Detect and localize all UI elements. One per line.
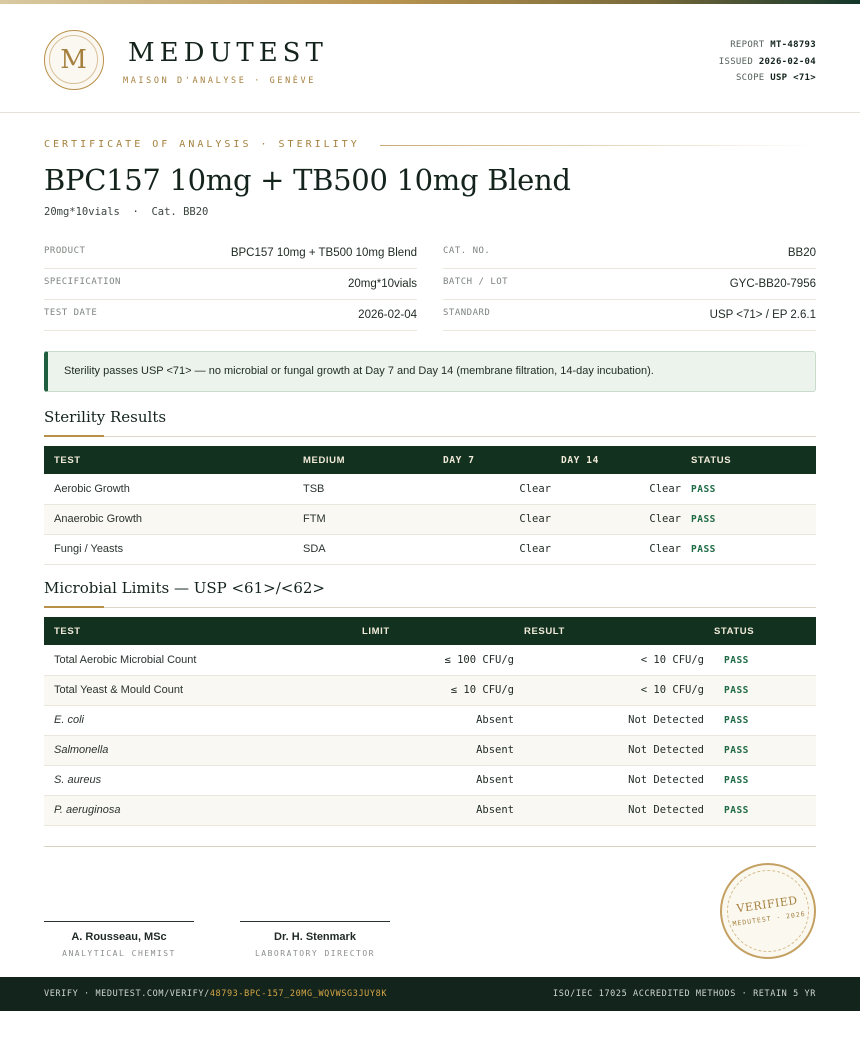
doc-eyebrow: CERTIFICATE OF ANALYSIS · STERILITY: [44, 139, 360, 150]
cell-status: [704, 705, 816, 735]
cell-result: Not Detected: [514, 705, 704, 735]
cell-status: [704, 735, 816, 765]
info-row-specification: [44, 269, 417, 300]
signature-director: [240, 921, 390, 958]
banner-text: Sterility passes USP <71> — no microbial or fungal growth at Day 7 and Day 14 (membrane filtration, 14-day incubation).: [64, 365, 654, 377]
cell-status: [704, 795, 816, 825]
cell-test: P. aeruginosa: [44, 795, 352, 825]
col-header: RESULT: [524, 625, 565, 637]
cell-status: [704, 675, 816, 705]
logo-letter: M: [49, 35, 98, 84]
footer-divider: [44, 846, 816, 847]
table-row: [44, 645, 816, 675]
cell-test: Anaerobic Growth: [44, 504, 293, 534]
info-label: SPECIFICATION: [44, 277, 121, 287]
info-value: BPC157 10mg + TB500 10mg Blend: [230, 247, 417, 259]
info-row-standard: [443, 300, 816, 331]
footer-bar: [0, 977, 860, 1011]
cell-medium: SDA: [293, 534, 433, 564]
cell-limit: ≤ 100 CFU/g: [352, 645, 514, 675]
cell-limit: ≤ 10 CFU/g: [352, 675, 514, 705]
cell-test: S. aureus: [44, 765, 352, 795]
status-badge: PASS: [691, 514, 716, 525]
accreditation-note: ISO/IEC 17025 ACCREDITED METHODS · RETAIN 5 YR: [552, 989, 816, 999]
table-row: [44, 705, 816, 735]
cell-day14: Clear: [551, 474, 681, 504]
signature-line: [44, 921, 194, 922]
sterility-table: [44, 446, 816, 565]
cell-day7: Clear: [433, 534, 551, 564]
meta-report-label: REPORT: [730, 40, 765, 50]
col-header: TEST: [54, 625, 81, 637]
col-header: STATUS: [691, 454, 732, 466]
info-value: USP <71> / EP 2.6.1: [709, 309, 816, 321]
cell-result: Not Detected: [514, 765, 704, 795]
section-title-microbial: Microbial Limits — USP <61>/<62>: [44, 579, 325, 597]
info-value: BB20: [787, 247, 816, 259]
table-row: [44, 504, 816, 534]
section-rule: [44, 436, 816, 437]
section-title-sterility: Sterility Results: [44, 408, 167, 426]
info-label: TEST DATE: [44, 308, 98, 318]
section-accent: [44, 435, 104, 437]
meta-report-value: MT-48793: [770, 40, 816, 50]
meta-report: [719, 37, 816, 54]
status-badge: PASS: [724, 654, 749, 666]
cell-medium: FTM: [293, 504, 433, 534]
col-header: STATUS: [714, 625, 755, 637]
section-rule: [44, 607, 816, 608]
cell-status: [681, 534, 816, 564]
signature-role: LABORATORY DIRECTOR: [254, 949, 375, 958]
table-header-row: [44, 446, 816, 474]
signature-role: ANALYTICAL CHEMIST: [62, 949, 176, 958]
status-badge: PASS: [724, 775, 749, 786]
cell-test: Aerobic Growth: [44, 474, 293, 504]
cell-status: [681, 474, 816, 504]
cell-limit: Absent: [352, 795, 514, 825]
meta-scope-value: USP <71>: [770, 73, 816, 83]
info-value: 2026-02-04: [358, 309, 417, 321]
col-header: DAY 7: [443, 454, 475, 466]
info-row-product: [44, 238, 417, 269]
meta-scope: [719, 70, 816, 87]
verify-code: 48793-BPC-157_20MG_WQVWSG3JUY8K: [209, 989, 388, 999]
info-label: CAT. NO.: [443, 246, 491, 256]
table-row: [44, 795, 816, 825]
cell-test: Fungi / Yeasts: [44, 534, 293, 564]
cell-day7: Clear: [433, 474, 551, 504]
cell-result: Not Detected: [514, 735, 704, 765]
page-title: BPC157 10mg + TB500 10mg Blend: [44, 163, 571, 197]
cell-day7: Clear: [433, 504, 551, 534]
header: [0, 4, 860, 113]
result-banner: [44, 351, 816, 392]
info-grid-right: [443, 238, 816, 331]
cell-limit: Absent: [352, 735, 514, 765]
cell-status: [704, 765, 816, 795]
col-header: LIMIT: [362, 625, 390, 637]
cell-limit: Absent: [352, 705, 514, 735]
cell-result: Not Detected: [514, 795, 704, 825]
brand-name: MEDUTEST: [128, 38, 328, 68]
table-header-row: [44, 617, 816, 645]
signature-chemist: [44, 921, 194, 958]
cell-test: Total Aerobic Microbial Count: [44, 645, 352, 675]
page-subtitle: 20mg*10vials · Cat. BB20: [44, 206, 209, 218]
info-row-test-date: [44, 300, 417, 331]
col-header: TEST: [54, 454, 81, 466]
cell-test: Salmonella: [44, 735, 352, 765]
cell-test: E. coli: [44, 705, 352, 735]
info-value: GYC-BB20-7956: [729, 278, 816, 290]
cell-status: [681, 504, 816, 534]
cell-limit: Absent: [352, 765, 514, 795]
cell-test: Total Yeast & Mould Count: [44, 675, 352, 705]
meta-issued: [719, 54, 816, 71]
brand-logo: [44, 30, 104, 90]
signature-name: A. Rousseau, MSc: [71, 931, 167, 943]
cell-day14: Clear: [551, 504, 681, 534]
status-badge: PASS: [724, 715, 749, 726]
section-accent: [44, 606, 104, 608]
cell-status: [704, 645, 816, 675]
info-label: STANDARD: [443, 308, 491, 318]
info-row-batch: [443, 269, 816, 300]
info-label: PRODUCT: [44, 246, 86, 256]
status-badge: PASS: [724, 745, 749, 756]
cell-medium: TSB: [293, 474, 433, 504]
status-badge: PASS: [724, 685, 749, 696]
verified-seal: [714, 857, 822, 965]
table-row: [44, 474, 816, 504]
report-meta: [719, 37, 816, 87]
table-row: [44, 735, 816, 765]
table-row: [44, 675, 816, 705]
status-badge: PASS: [691, 483, 716, 495]
seal-title: VERIFIED: [735, 893, 799, 916]
verify-prefix: VERIFY · MEDUTEST.COM/VERIFY/: [44, 989, 210, 999]
col-header: DAY 14: [561, 454, 599, 466]
brand-tagline: MAISON D'ANALYSE · GENÈVE: [123, 76, 316, 86]
info-grid-left: [44, 238, 417, 331]
col-header: MEDIUM: [303, 454, 346, 466]
status-badge: PASS: [691, 544, 716, 555]
microbial-table: [44, 617, 816, 826]
status-badge: PASS: [724, 805, 749, 816]
eyebrow-divider: [380, 145, 816, 146]
signature-line: [240, 921, 390, 922]
meta-scope-label: SCOPE: [735, 73, 765, 83]
info-value: 20mg*10vials: [347, 278, 417, 290]
cell-day14: Clear: [551, 534, 681, 564]
table-row: [44, 765, 816, 795]
verify-link[interactable]: [44, 989, 387, 999]
table-row: [44, 534, 816, 564]
cell-result: < 10 CFU/g: [514, 645, 704, 675]
info-label: BATCH / LOT: [443, 277, 509, 287]
meta-issued-value: 2026-02-04: [758, 56, 816, 67]
cell-result: < 10 CFU/g: [514, 675, 704, 705]
seal-subtitle: MEDUTEST · 2026: [732, 909, 807, 929]
meta-issued-label: ISSUED: [718, 56, 754, 67]
signature-name: Dr. H. Stenmark: [274, 931, 356, 943]
info-row-cat-no: [443, 238, 816, 269]
